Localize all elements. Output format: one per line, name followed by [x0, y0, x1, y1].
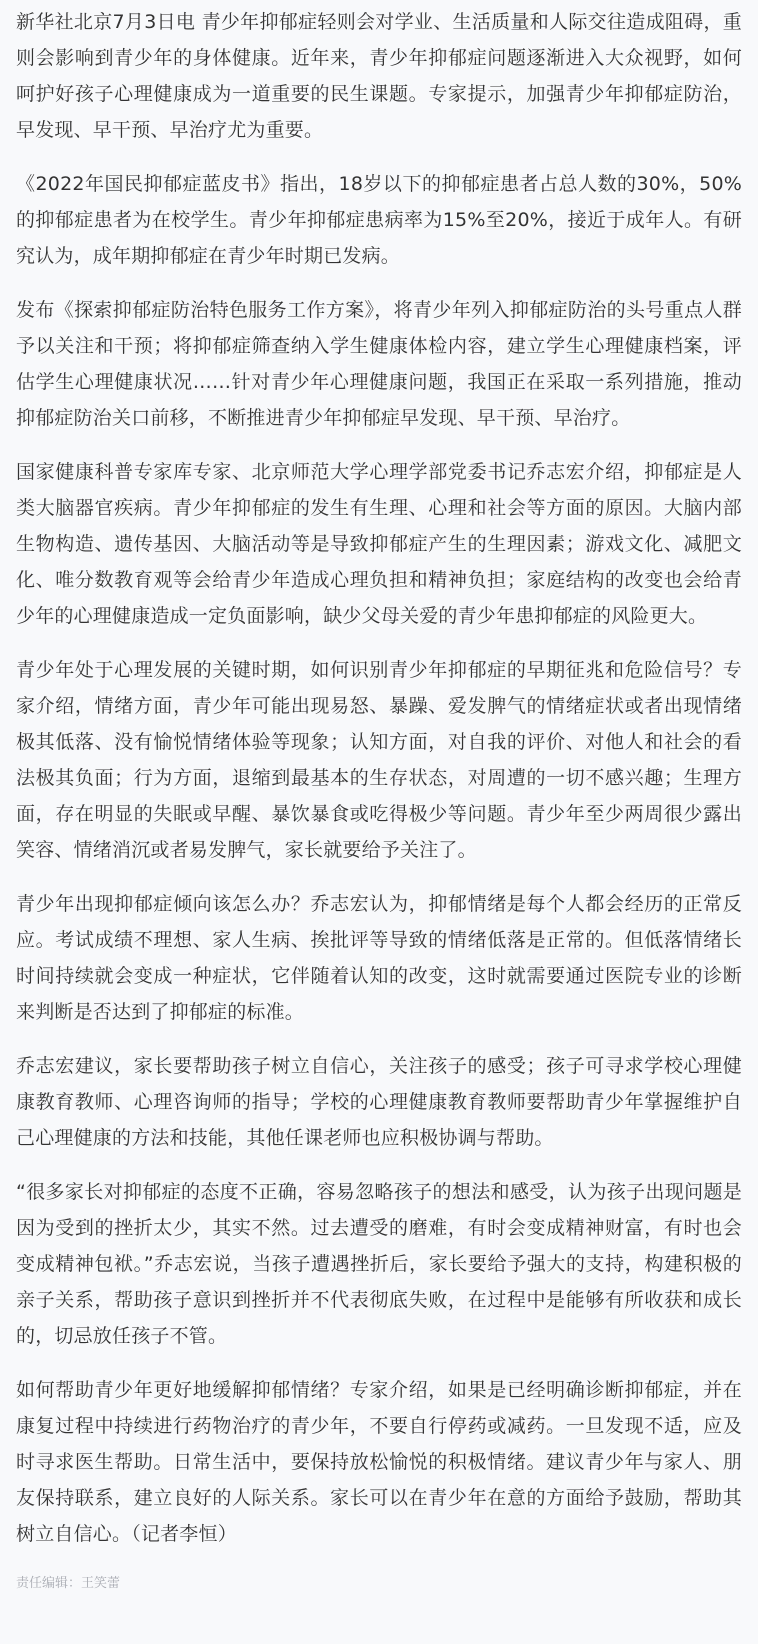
article-paragraph-3: 发布《探索抑郁症防治特色服务工作方案》，将青少年列入抑郁症防治的头号重点人群予以关注和干预；将抑郁症筛查纳入学生健康体检内容，建立学生心理健康档案，评估学生心理健康状况……针对青少年心理健康问题，我国正在采取一系列措施，推动抑郁症防治关口前移，不断推进青少年抑郁症早发现、早干预、早治疗。	[16, 299, 742, 429]
article-paragraph-1: 新华社北京7月3日电 青少年抑郁症轻则会对学业、生活质量和人际交往造成阻碍，重则会影响到青少年的身体健康。近年来，青少年抑郁症问题逐渐进入大众视野，如何呵护好孩子心理健康成为一道重要的民生课题。专家提示，加强青少年抑郁症防治，早发现、早干预、早治疗尤为重要。	[16, 11, 742, 141]
responsible-editor: 责任编辑：王笑蕾	[16, 1576, 121, 1591]
article-paragraph-7: 乔志宏建议，家长要帮助孩子树立自信心，关注孩子的感受；孩子可寻求学校心理健康教育教师、心理咨询师的指导；学校的心理健康教育教师要帮助青少年掌握维护自己心理健康的方法和技能，其他任课老师也应积极协调与帮助。	[16, 1055, 742, 1149]
article-paragraph-9: 如何帮助青少年更好地缓解抑郁情绪？专家介绍，如果是已经明确诊断抑郁症，并在康复过程中持续进行药物治疗的青少年，不要自行停药或减药。一旦发现不适，应及时寻求医生帮助。日常生活中，要保持放松愉悦的积极情绪。建议青少年与家人、朋友保持联系，建立良好的人际关系。家长可以在青少年在意的方面给予鼓励，帮助其树立自信心。（记者李恒）	[16, 1379, 742, 1545]
article-paragraph-5: 青少年处于心理发展的关键时期，如何识别青少年抑郁症的早期征兆和危险信号？专家介绍，情绪方面，青少年可能出现易怒、暴躁、爱发脾气的情绪症状或者出现情绪极其低落、没有愉悦情绪体验等现象；认知方面，对自我的评价、对他人和社会的看法极其负面；行为方面，退缩到最基本的生存状态，对周遭的一切不感兴趣；生理方面，存在明显的失眠或早醒、暴饮暴食或吃得极少等问题。青少年至少两周很少露出笑容、情绪消沉或者易发脾气，家长就要给予关注了。	[16, 659, 742, 861]
article-paragraph-4: 国家健康科普专家库专家、北京师范大学心理学部党委书记乔志宏介绍，抑郁症是人类大脑器官疾病。青少年抑郁症的发生有生理、心理和社会等方面的原因。大脑内部生物构造、遗传基因、大脑活动等是导致抑郁症产生的生理因素；游戏文化、减肥文化、唯分数教育观等会给青少年造成心理负担和精神负担；家庭结构的改变也会给青少年的心理健康造成一定负面影响，缺少父母关爱的青少年患抑郁症的风险更大。	[16, 461, 742, 627]
article-paragraph-2: 《2022年国民抑郁症蓝皮书》指出，18岁以下的抑郁症患者占总人数的30%，50%的抑郁症患者为在校学生。青少年抑郁症患病率为15%至20%，接近于成年人。有研究认为，成年期抑郁症在青少年时期已发病。	[16, 173, 742, 267]
article-paragraph-8: “很多家长对抑郁症的态度不正确，容易忽略孩子的想法和感受，认为孩子出现问题是因为受到的挫折太少，其实不然。过去遭受的磨难，有时会变成精神财富，有时也会变成精神包袱。”乔志宏说，当孩子遭遇挫折后，家长要给予强大的支持，构建积极的亲子关系，帮助孩子意识到挫折并不代表彻底失败，在过程中是能够有所收获和成长的，切忌放任孩子不管。	[16, 1181, 742, 1347]
article-paragraph-6: 青少年出现抑郁症倾向该怎么办？乔志宏认为，抑郁情绪是每个人都会经历的正常反应。考试成绩不理想、家人生病、挨批评等导致的情绪低落是正常的。但低落情绪长时间持续就会变成一种症状，它伴随着认知的改变，这时就需要通过医院专业的诊断来判断是否达到了抑郁症的标准。	[16, 893, 742, 1023]
